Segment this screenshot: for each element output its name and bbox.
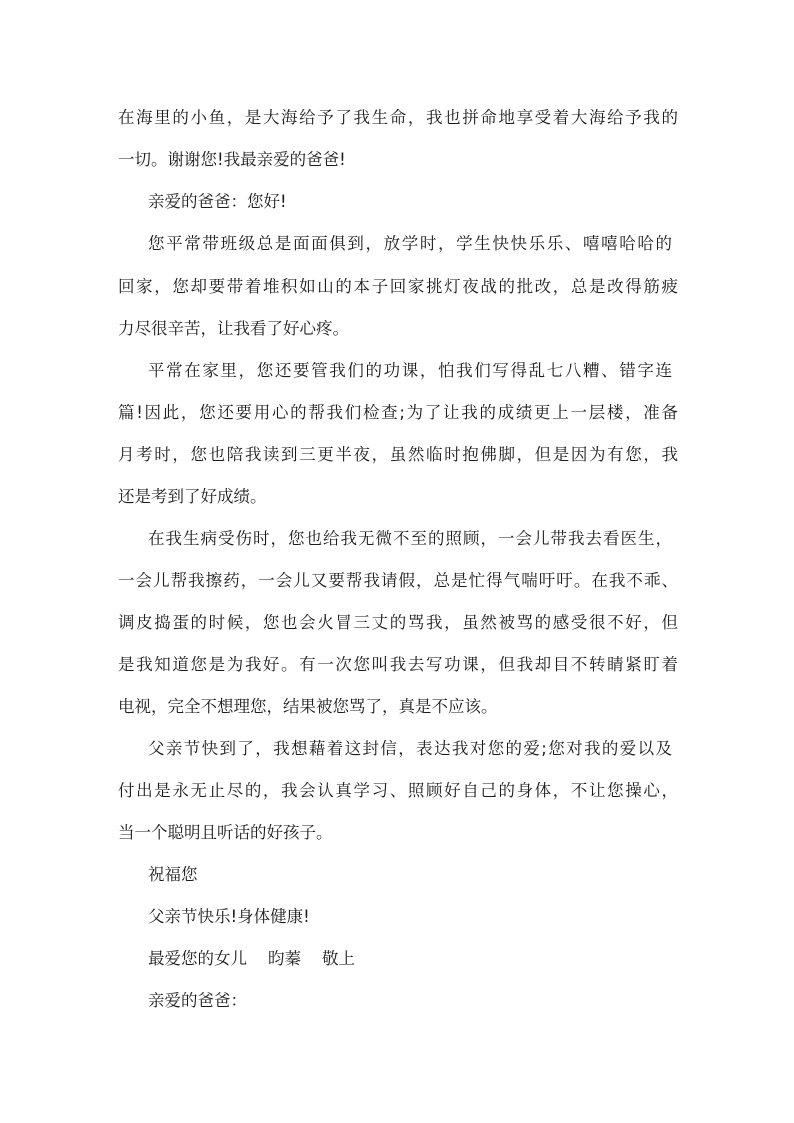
text-line: 在海里的小鱼，是大海给予了我生命，我也拼命地享受着大海给予我的 (118, 108, 678, 127)
text-line: 回家，您却要带着堆积如山的本子回家挑灯夜战的批改，总是改得筋疲 (118, 277, 678, 296)
text-line: 电视，完全不想理您，结果被您骂了，真是不应该。 (118, 697, 498, 716)
text-line: 还是考到了好成绩。 (118, 487, 267, 506)
text-line: 付出是永无止尽的，我会认真学习、照顾好自己的身体，不让您操心， (118, 781, 678, 800)
text-line: 篇!因此，您还要用心的帮我们检查;为了让我的成绩更上一层楼，准备 (118, 403, 678, 422)
paragraph-start-line: 父亲节快到了，我想藉着这封信，表达我对您的爱;您对我的爱以及 (148, 739, 672, 758)
paragraph-start-line: 平常在家里，您还要管我们的功课，怕我们写得乱七八糟、错字连 (148, 361, 672, 380)
paragraph-start-line: 您平常带班级总是面面俱到，放学时，学生快快乐乐、嘻嘻哈哈的 (148, 234, 672, 253)
text-line: 调皮捣蛋的时候，您也会火冒三丈的骂我，虽然被骂的感受很不好，但 (118, 613, 678, 632)
text-line: 月考时，您也陪我读到三更半夜，虽然临时抱佛脚，但是因为有您，我 (118, 445, 678, 464)
closing-line: 祝福您 (148, 865, 198, 884)
salutation-line: 亲爱的爸爸： (148, 991, 247, 1010)
salutation-line: 亲爱的爸爸：您好! (148, 192, 287, 211)
closing-line: 父亲节快乐!身体健康! (148, 907, 310, 926)
text-line: 力尽很辛苦，让我看了好心疼。 (118, 319, 349, 338)
text-line: 一会儿帮我擦药，一会儿又要帮我请假，总是忙得气喘吁吁。在我不乖、 (118, 571, 678, 590)
text-line: 是我知道您是为我好。有一次您叫我去写功课，但我却目不转睛紧盯着 (118, 655, 678, 674)
text-line: 一切。谢谢您!我最亲爱的爸爸! (118, 150, 346, 169)
text-line: 当一个聪明且听话的好孩子。 (118, 823, 333, 842)
signature-line: 最爱您的女儿 昀蓁 敬上 (148, 949, 355, 968)
paragraph-start-line: 在我生病受伤时，您也给我无微不至的照顾，一会儿带我去看医生， (148, 529, 672, 548)
